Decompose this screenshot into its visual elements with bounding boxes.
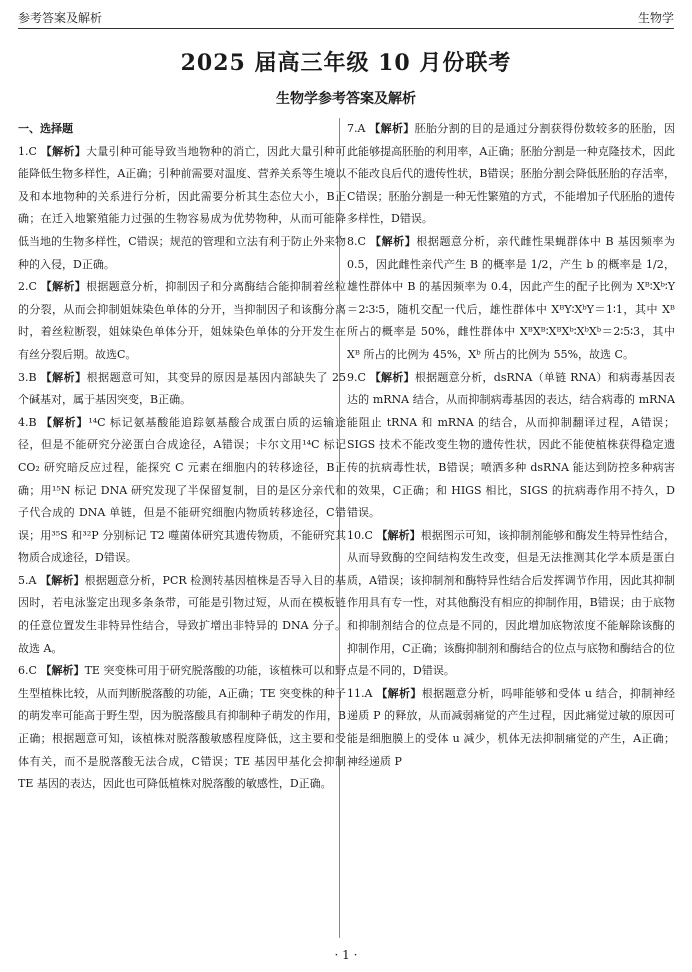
answer-item xyxy=(347,683,675,773)
answer-item xyxy=(18,570,346,660)
analysis-tag: 【解析】 xyxy=(40,280,87,294)
answer-number: 8.C xyxy=(347,234,366,248)
analysis-tag: 【解析】 xyxy=(369,370,415,384)
analysis-tag: 【解析】 xyxy=(370,234,417,248)
answer-text: TE 突变株可用于研究脱落酸的功能，该植株可以和野生型植株比较，从而判断脱落酸的功能，A正确；TE 突变株的种子的萌发率可能高于野生型，因为脱落酸具有抑制种子萌发的作用，B正确；根据题意可知，该植株对脱落酸敏感程度降低，这主要和受体有关，而不是脱落酸无法合成，C错误；TE 基因甲基化会抑制 TE 基因的表达，因此也可降低植株对脱落酸的敏感性，D正确。 xyxy=(18,664,346,791)
answer-text: ¹⁴C 标记氨基酸能追踪氨基酸合成蛋白质的运输途径，但是不能研究分泌蛋白合成途径，A错误；卡尔文用¹⁴C 标记 CO₂ 研究暗反应过程，能探究 C 元素在细胞内的转移途径，B正确；用¹⁵N 标记 DNA 研究发现了半保留复制，目的是区分亲代和子代合成的 DNA 单链，但是不能研究细胞内物质转移途径，C错误；用³⁵S 和³²P 分别标记 T2 噬菌体研究其遗传物质，不能研究其物质合成途径，D错误。 xyxy=(18,415,346,565)
analysis-tag: 【解析】 xyxy=(369,122,415,135)
answer-item xyxy=(347,231,675,367)
answer-item xyxy=(347,525,675,683)
answer-text: 胚胎分割的目的是通过分割获得份数较多的胚胎，因此能够提高胚胎的利用率，A正确；胚胎分割是一种克隆技术，因此不能改良后代的遗传性状，B错误；胚胎分割会降低胚胎的存活率，C错误；胚胎分割是一种无性繁殖的方式，不能增加子代胚胎的遗传多样性，D错误。 xyxy=(347,122,676,226)
answer-text: 根据图示可知，该抑制剂能够和酶发生特异性结合，从而导致酶的空间结构发生改变，但是无法推测其化学本质是蛋白质，A错误；该抑制剂和酶特异性结合后发挥调节作用，因此其抑制作用具有专一性，对其他酶没有相应的抑制作用，B错误；由于底物和抑制剂结合的位点是不同的，因此增加底物浓度不能解除该酶的抑制作用，C正确；该酶抑制剂和酶结合的位点与底物和酶结合的位点是不同的，D错误。 xyxy=(347,528,676,678)
answer-text: 根据题意分析，dsRNA（单链 RNA）和病毒基因表达的 mRNA 结合，从而抑制病毒基因的表达，结合病毒的 mRNA 能阻止 tRNA 和 mRNA 的结合，从而抑制翻译过程，A错误；SIGS 技术不能改变生物的遗传性状，因此不能使植株获得稳定遗传的抗病毒性状，B错误；喷洒多种 dsRNA 能达到防控多种病害的效果，C正确；和 HIGS 相比，SIGS 的抗病毒作用不持久，D错误。 xyxy=(347,370,676,520)
analysis-tag: 【解析】 xyxy=(40,370,87,384)
header-right: 生物学 xyxy=(637,11,674,25)
analysis-tag: 【解析】 xyxy=(40,415,89,429)
answer-number: 2.C xyxy=(18,280,37,294)
answer-text: 根据题意分析，亲代雌性果蝇群体中 B 基因频率为 0.5，因此雌性亲代产生 B 的概率是 1/2，产生 b 的概率是 1/2，雄性群体中 B 的基因频率为 0.4，因此产生的配子比例为 Xᴮ∶Xᵇ∶Y＝2∶3∶5，随机交配一代后，雄性群体中 XᴮY∶XᵇY＝1∶1，其中 Xᴮ 所占的概率是 50%，雌性群体中 XᴮXᴮ∶XᴮXᵇ∶XᵇXᵇ＝2∶5∶3，其中 Xᴮ 所占的比例为 45%，Xᵇ 所占的比例为 55%，故选 C。 xyxy=(347,234,676,361)
answer-text: 大量引种可能导致当地物种的消亡，因此大量引种可能降低生物多样性，A正确；引种前需要对温度、营养关系等生境以及和本地物种的关系进行分析，因此需要分析其生态位大小，B正确；在迁入地繁殖能力过强的生物容易成为优势物种，从而可能降低当地的生物多样性，C错误；规范的管理和立法有利于防止外来物种的入侵，D正确。 xyxy=(18,144,347,271)
answer-text: 根据题意分析，PCR 检测转基因植株是否导入目的基因时，若电泳鉴定出现多条条带，可能是引物过短，从而在模板链的任意位置发生非特异性结合，导致扩增出非特异的 DNA 分子。故选 A。 xyxy=(18,573,346,655)
answer-item xyxy=(18,367,346,412)
answer-item xyxy=(18,660,346,796)
answer-number: 7.A xyxy=(347,122,366,135)
analysis-tag: 【解析】 xyxy=(376,528,421,542)
answer-text: 根据题意分析，吗啡能够和受体 u 结合，抑制神经递质 P 的释放，从而减弱痛觉的产生过程，因此痛觉过敏的原因可能是细胞膜上的受体 u 减少，机体无法抑制痛觉的产生，A正确；神经递质 P xyxy=(347,686,676,768)
answer-text: 根据题意可知，其变异的原因是基因内部缺失了 25 个碱基对，属于基因突变，B正确。 xyxy=(18,370,347,407)
answer-text: 根据题意分析，抑制因子和分离酶结合能抑制着丝粒的分裂，从而会抑制姐妹染色单体的分开，当抑制因子和该酶分离时，着丝粒断裂，姐妹染色单体分开，姐妹染色单体的分开发生在有丝分裂后期。故选C。 xyxy=(18,280,347,361)
answer-item xyxy=(18,141,346,277)
page-title: 2025 届高三年级 10 月份联考 xyxy=(180,50,512,76)
column-divider xyxy=(339,118,340,938)
answer-number: 11.A xyxy=(347,686,373,700)
right-column xyxy=(347,118,675,773)
answer-item xyxy=(18,412,346,570)
analysis-tag: 【解析】 xyxy=(40,144,87,158)
analysis-tag: 【解析】 xyxy=(40,573,85,587)
page-number: · 1 · xyxy=(334,948,358,962)
answer-number: 9.C xyxy=(347,370,366,384)
answer-item xyxy=(347,367,675,525)
answer-number: 1.C xyxy=(18,144,37,158)
answer-number: 4.B xyxy=(18,415,37,429)
answer-item xyxy=(347,118,675,231)
page-subtitle: 生物学参考答案及解析 xyxy=(276,91,416,107)
answer-number: 5.A xyxy=(18,573,37,587)
analysis-tag: 【解析】 xyxy=(376,686,422,700)
answer-number: 10.C xyxy=(347,528,373,542)
answer-number: 6.C xyxy=(18,664,37,678)
page-header xyxy=(18,4,674,29)
left-column xyxy=(18,118,346,796)
analysis-tag: 【解析】 xyxy=(40,664,85,678)
answer-item xyxy=(18,276,346,366)
header-left: 参考答案及解析 xyxy=(18,11,103,25)
answer-number: 3.B xyxy=(18,370,37,384)
section-heading: 一、选择题 xyxy=(18,122,73,135)
